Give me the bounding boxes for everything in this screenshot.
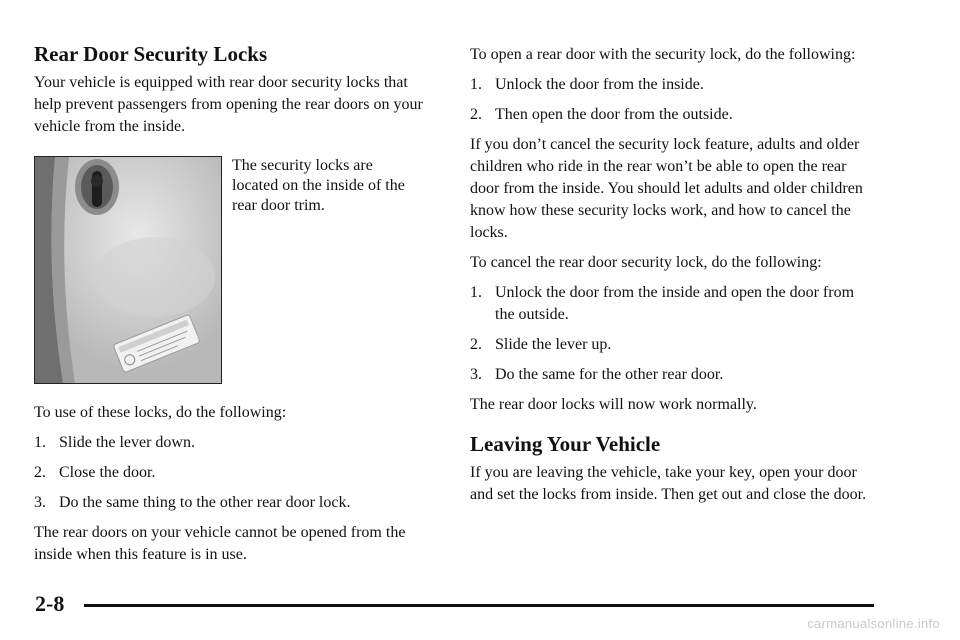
step-number: 1. (34, 434, 46, 451)
use-locks-intro: To use of these locks, do the following: (34, 404, 287, 421)
footer-divider (84, 604, 874, 607)
list-item (34, 492, 436, 514)
intro-paragraph: Your vehicle is equipped with rear door security locks that help prevent passengers from opening the rear doors on your vehicle from the inside. (34, 74, 423, 135)
open-door-steps (470, 74, 872, 126)
use-locks-steps (34, 432, 436, 514)
section-heading-rear-door-security-locks: Rear Door Security Locks (34, 42, 268, 66)
step-text: Slide the lever up. (495, 336, 612, 353)
section-heading-leaving-your-vehicle: Leaving Your Vehicle (470, 432, 661, 456)
cancel-lock-intro: To cancel the rear door security lock, do the following: (470, 254, 822, 271)
security-lock-photo (34, 156, 222, 384)
page-number: 2-8 (35, 591, 65, 616)
figure-row (34, 156, 436, 392)
step-text: Unlock the door from the inside. (495, 76, 704, 93)
step-text: Slide the lever down. (59, 434, 195, 451)
photo-caption: The security locks are located on the inside of the rear door trim. (232, 157, 405, 214)
list-item (34, 462, 436, 484)
locks-normal-note: The rear door locks will now work normally. (470, 396, 757, 413)
list-item (470, 74, 872, 96)
step-number: 1. (470, 284, 482, 301)
watermark: carmanualsonline.info (807, 616, 940, 631)
locks-in-use-note: The rear doors on your vehicle cannot be opened from the inside when this feature is in use. (34, 524, 406, 563)
left-column (34, 40, 436, 566)
leaving-vehicle-paragraph: If you are leaving the vehicle, take your key, open your door and set the locks from inside. Then get out and close the door. (470, 464, 867, 503)
step-text: Close the door. (59, 464, 156, 481)
step-number: 3. (470, 366, 482, 383)
step-number: 1. (470, 76, 482, 93)
step-number: 2. (470, 336, 482, 353)
list-item (34, 432, 436, 454)
step-text: Do the same for the other rear door. (495, 366, 724, 383)
open-door-intro: To open a rear door with the security lock, do the following: (470, 46, 856, 63)
step-number: 3. (34, 494, 46, 511)
cancel-warning-paragraph: If you don’t cancel the security lock feature, adults and older children who ride in the rear won’t be able to open the rear door from the inside. You should let adults and older children know how these security locks work, and how to cancel the locks. (470, 136, 863, 241)
door-trim-illustration (35, 157, 221, 383)
list-item (470, 334, 872, 356)
step-number: 2. (470, 106, 482, 123)
step-text: Then open the door from the outside. (495, 106, 733, 123)
list-item (470, 104, 872, 126)
step-number: 2. (34, 464, 46, 481)
right-column (470, 44, 872, 506)
step-text: Do the same thing to the other rear door lock. (59, 494, 351, 511)
list-item (470, 364, 872, 386)
step-text: Unlock the door from the inside and open the door from the outside. (495, 284, 855, 323)
list-item (470, 282, 872, 326)
cancel-lock-steps (470, 282, 872, 386)
